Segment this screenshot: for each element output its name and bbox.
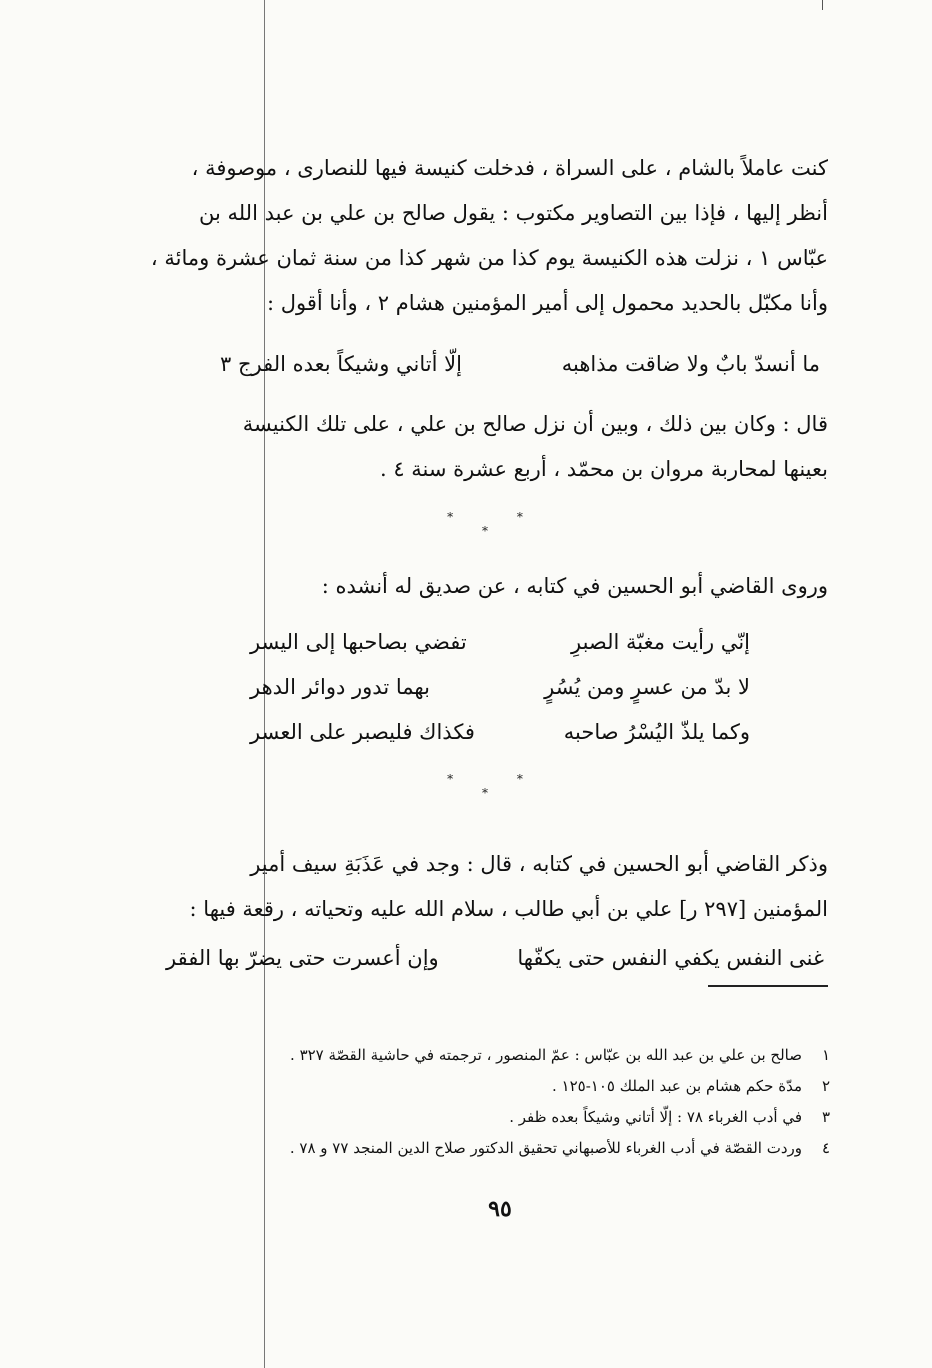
paragraph-4 <box>164 842 828 932</box>
verse-first-hemistich: ما أنسدّ بابٌ ولا ضاقت مذاهبه <box>561 352 820 376</box>
paragraph-2 <box>164 402 828 492</box>
paragraph-line: أنظر إليها ، فإذا بين التصاوير مكتوب : يقول صالح بن علي بن عبد الله بن <box>198 201 828 225</box>
section-separator: * * * <box>447 510 553 538</box>
paragraph-line: قال : وكان بين ذلك ، وبين أن نزل صالح بن علي ، على تلك الكنيسة <box>242 412 828 436</box>
page-number: ٩٥ <box>488 1196 512 1222</box>
paragraph-line: بعينها لمحاربة مروان بن محمّد ، أربع عشرة سنة ٤ . <box>379 457 828 481</box>
footnote-number: ٣ <box>821 1108 830 1126</box>
paragraph-line: وذكر القاضي أبو الحسين في كتابه ، قال : وجد في عَذَبَةِ سيف أمير <box>250 852 828 876</box>
paragraph-3 <box>164 564 828 609</box>
footnote <box>200 1040 830 1071</box>
verse-first-hemistich: إنّي رأيت مغبّة الصبرِ <box>571 630 750 654</box>
verse-second-hemistich: وإن أعسرت حتى يضرّ بها الفقر <box>166 946 439 970</box>
paragraph-line: وأنا مكبّل بالحديد محمول إلى أمير المؤمنين هشام ٢ ، وأنا أقول : <box>267 291 828 315</box>
paragraph-line: عبّاس ١ ، نزلت هذه الكنيسة يوم كذا من شهر كذا من سنة ثمان عشرة ومائة ، <box>150 246 828 270</box>
footnote <box>200 1133 830 1164</box>
footnote-number: ٢ <box>821 1077 830 1095</box>
verse-second-hemistich: تفضي بصاحبها إلى اليسر <box>250 630 467 654</box>
footnotes <box>200 1040 830 1164</box>
verse-first-hemistich: غنى النفس يكفي النفس حتى يكفّها <box>517 946 824 970</box>
verse-first-hemistich: وكما يلذّ اليُسْرُ صاحبه <box>563 720 750 744</box>
footnote-separator-rule <box>708 985 828 987</box>
verse-second-hemistich: بهما تدور دوائر الدهر <box>250 675 430 699</box>
verse-first-hemistich: لا بدّ من عسرٍ ومن يُسُرٍ <box>544 675 750 699</box>
paragraph-line: المؤمنين [٢٩٧ ر] علي بن أبي طالب ، سلام الله عليه وتحياته ، رقعة فيها : <box>189 897 828 921</box>
verse-second-hemistich: فكذاك فليصبر على العسر <box>250 720 475 744</box>
footnote-text: صالح بن علي بن عبد الله بن عبّاس : عمّ المنصور ، ترجمته في حاشية القصّة ٣٢٧ . <box>290 1046 802 1064</box>
footnote-text: وردت القصّة في أدب الغرباء للأصبهاني تحقيق الدكتور صلاح الدين المنجد ٧٧ و ٧٨ . <box>289 1139 802 1157</box>
paragraph-1 <box>150 146 828 326</box>
footnote-number: ٤ <box>821 1139 830 1157</box>
verse-second-hemistich: إلّا أتاني وشيكاً بعده الفرج ٣ <box>220 352 462 376</box>
paragraph-line: كنت عاملاً بالشام ، على السراة ، فدخلت كنيسة فيها للنصارى ، موصوفة ، <box>191 156 828 180</box>
footnote <box>200 1071 830 1102</box>
footnote-text: مدّة حكم هشام بن عبد الملك ١٠٥-١٢٥ . <box>552 1077 802 1095</box>
footnote-text: في أدب الغرباء ٧٨ : إلّا أتاني وشيكاً بعده ظفر . <box>509 1108 802 1126</box>
footnote-number: ١ <box>821 1046 830 1064</box>
paragraph-line: وروى القاضي أبو الحسين في كتابه ، عن صديق له أنشده : <box>321 574 828 598</box>
footnote <box>200 1102 830 1133</box>
section-separator: * * * <box>447 772 553 800</box>
